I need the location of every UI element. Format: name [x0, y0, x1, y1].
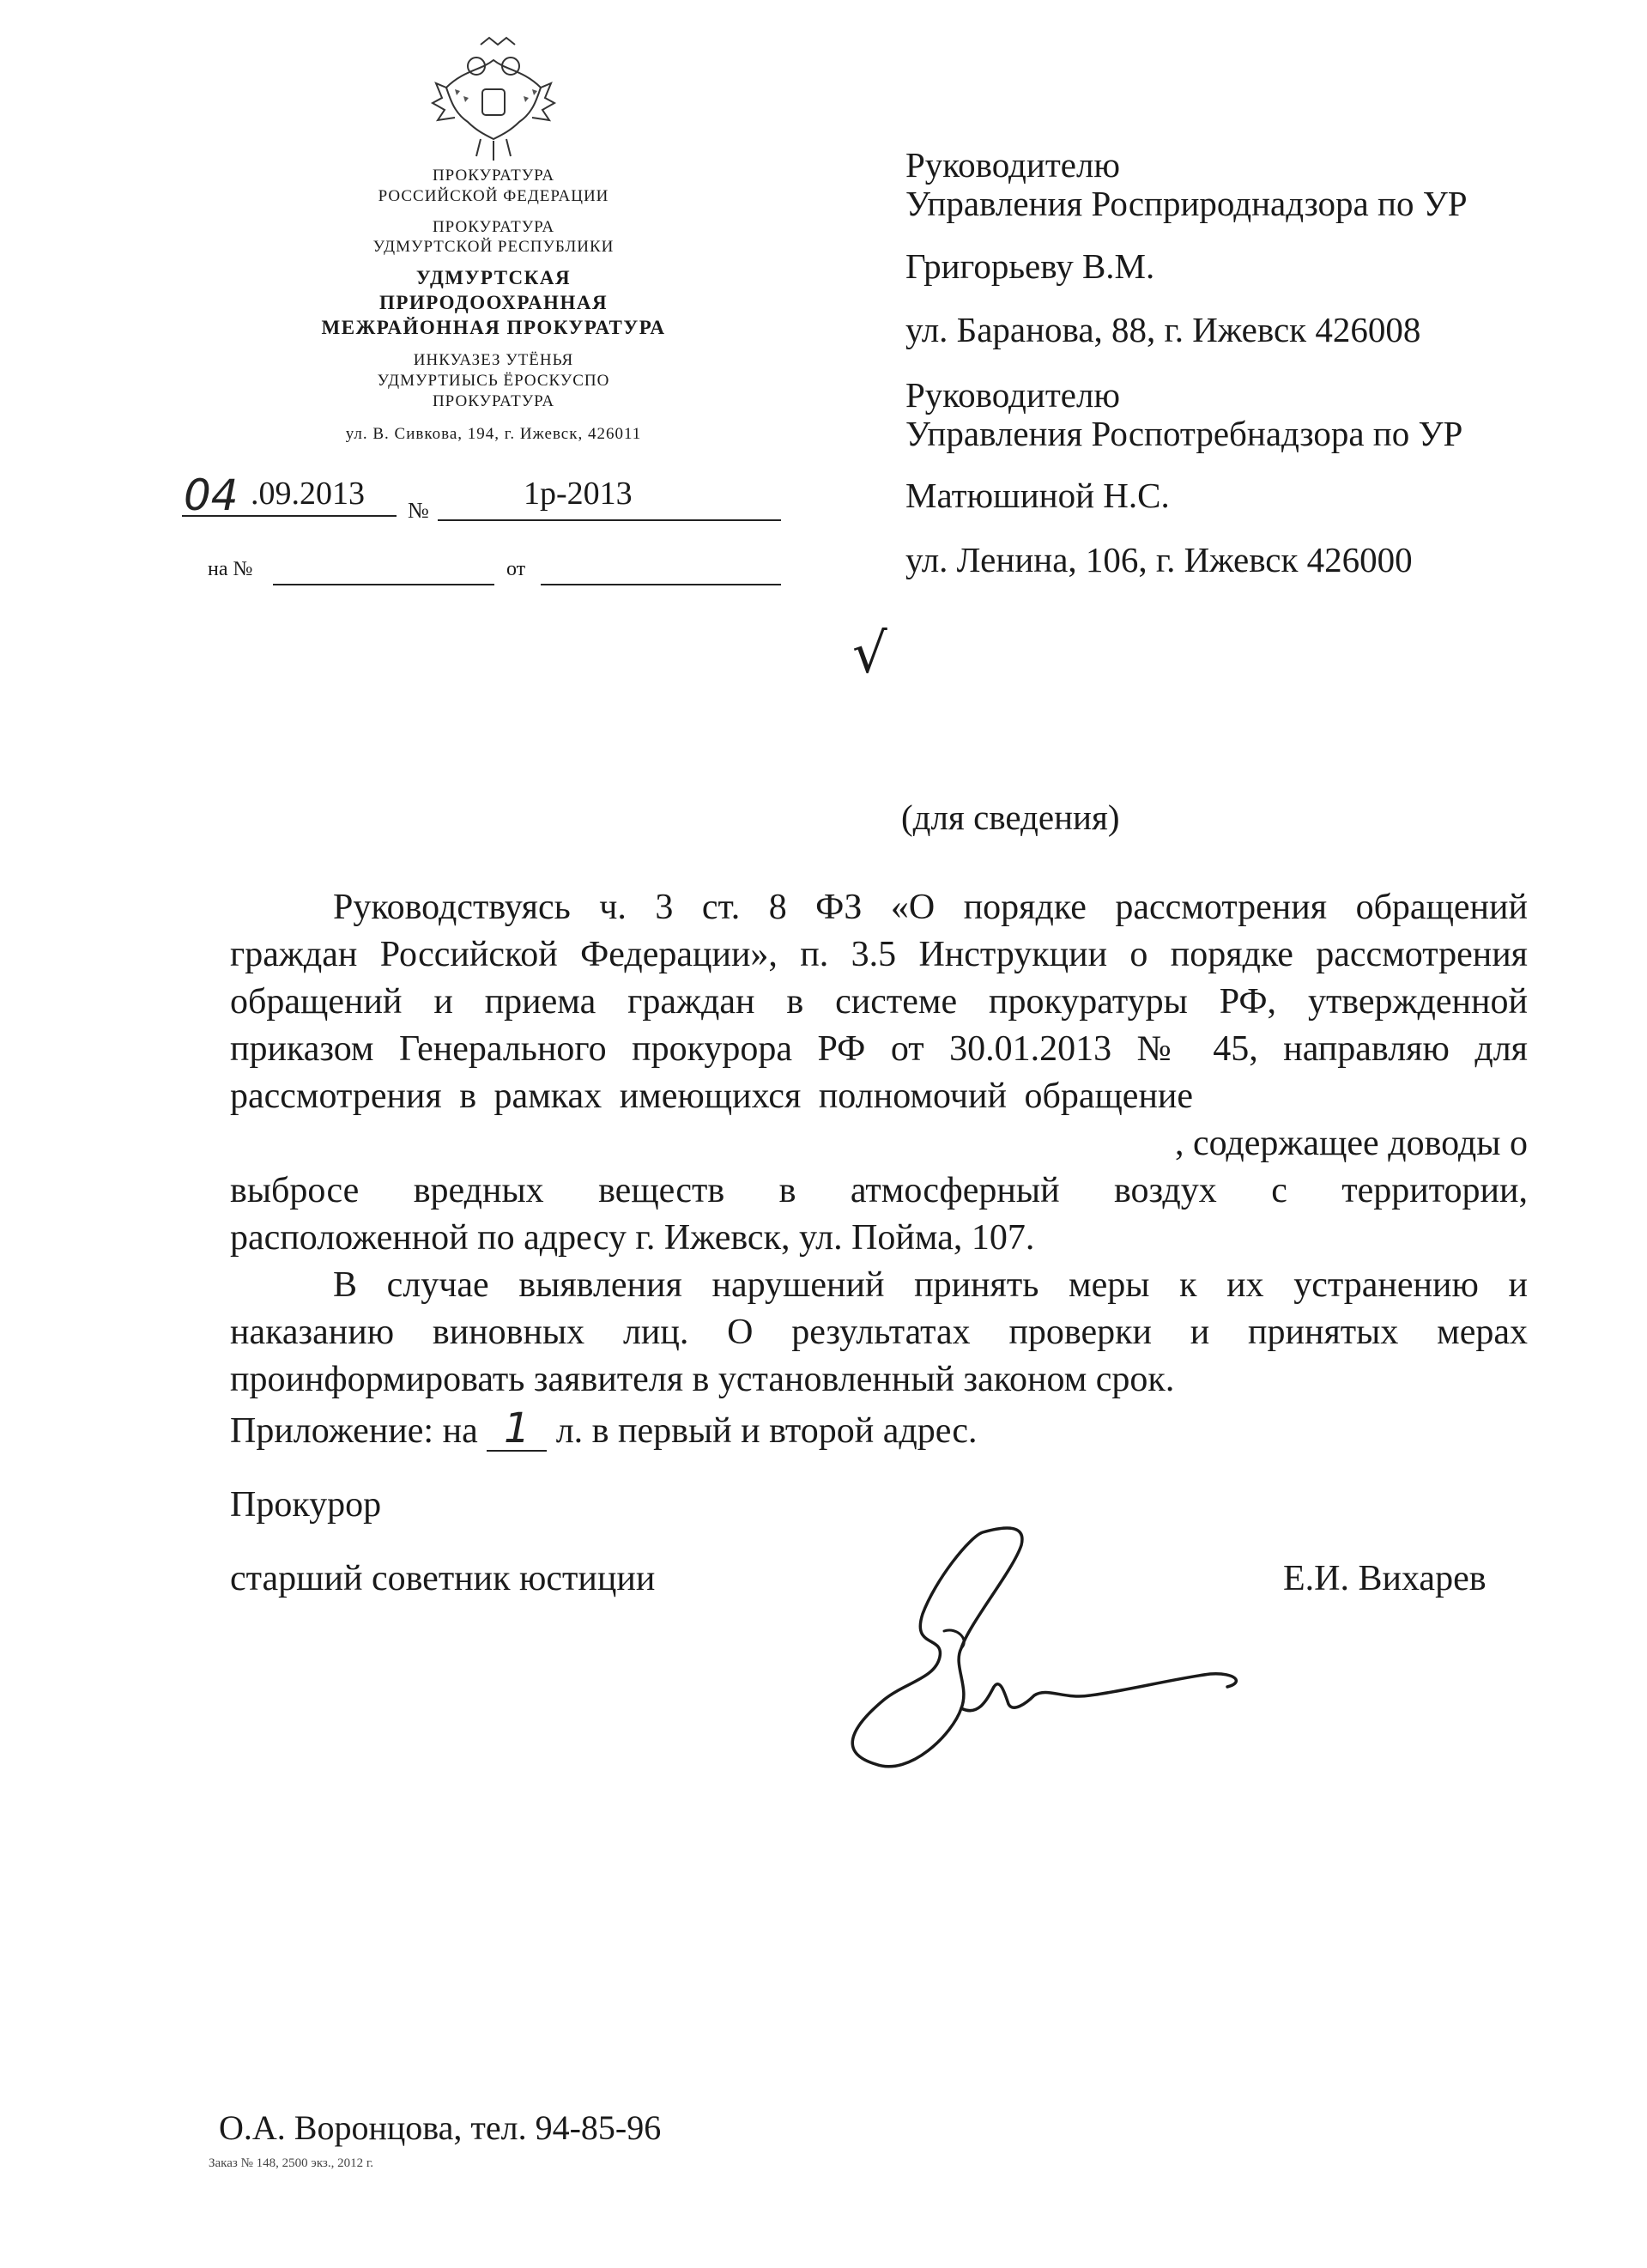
sender-stamp — [206, 166, 781, 444]
body-line: проинформировать заявителя в установленный законом срок. — [230, 1360, 1175, 1399]
attachment-count — [487, 1404, 547, 1452]
stamp-line: ИНКУАЗЕЗ УТЁНЬЯ — [413, 351, 574, 370]
print-info: Заказ № 148, 2500 экз., 2012 г. — [209, 2156, 374, 2170]
stamp-line: ПРОКУРАТУРА — [432, 167, 555, 185]
ref-from-line — [541, 584, 781, 585]
number-value: 1р-2013 — [524, 476, 633, 512]
stamp-line: УДМУРТИЫСЬ ЁРОСКУСПО — [377, 372, 610, 390]
stamp-line: УДМУРТСКОЙ РЕСПУБЛИКИ — [372, 238, 615, 257]
stamp-line: ПРОКУРАТУРА — [432, 391, 555, 410]
for-info-note: (для сведения) — [901, 797, 1120, 837]
check-mark: √ — [852, 622, 887, 686]
recipient-1-address: ул. Баранова, 88, г. Ижевск 426008 — [905, 310, 1421, 349]
recipient-1-title — [905, 146, 1468, 223]
body-line: обращений и приема граждан в системе прокуратуры РФ, утвержденной — [230, 982, 1528, 1022]
coat-of-arms-emblem — [429, 36, 558, 165]
stamp-line: РОССИЙСКОЙ ФЕДЕРАЦИИ — [378, 186, 609, 205]
attachment-count-value: 1 — [503, 1404, 530, 1452]
recipient-title-line: Управления Роспотребнадзора по УР — [905, 414, 1463, 454]
recipient-title-line: Управления Росприроднадзора по УР — [905, 184, 1468, 224]
signer-rank: старший советник юстиции — [230, 1559, 656, 1598]
stamp-line-bold: ПРИРОДООХРАННАЯ — [378, 291, 609, 313]
body-line: , содержащее доводы о — [1174, 1124, 1528, 1163]
body-line: Руководствуясь ч. 3 ст. 8 ФЗ «О порядке рассмотрения обращений — [333, 888, 1528, 927]
body-line: расположенной по адресу г. Ижевск, ул. Пойма, 107. — [230, 1218, 1035, 1258]
stamp-address: ул. В. Сивкова, 194, г. Ижевск, 426011 — [345, 424, 642, 443]
stamp-line-bold: УДМУРТСКАЯ — [415, 267, 572, 288]
attachment-line — [230, 1404, 978, 1455]
recipient-title-line: Руководителю — [905, 375, 1121, 415]
date-line — [182, 515, 397, 517]
date-day-handwritten: 04 — [184, 470, 239, 520]
ref-number-label: на № — [208, 558, 253, 580]
recipient-title-line: Руководителю — [905, 145, 1121, 185]
attachment-prefix: Приложение: на — [230, 1411, 478, 1451]
body-line: граждан Российской Федерации», п. 3.5 Инструкции о порядке рассмотрения — [230, 935, 1528, 974]
date-text: .09.2013 — [251, 476, 365, 512]
number-line — [438, 519, 781, 521]
handwritten-signature — [841, 1519, 1287, 1803]
signer-name: Е.И. Вихарев — [1283, 1559, 1487, 1598]
attachment-suffix: л. в первый и второй адрес. — [555, 1411, 978, 1451]
stamp-line-bold: МЕЖРАЙОННАЯ ПРОКУРАТУРА — [321, 316, 666, 338]
body-line: выбросе вредных веществ в атмосферный воздух с территории, — [230, 1171, 1528, 1210]
recipient-2-title — [905, 376, 1462, 453]
executor-contact: О.А. Воронцова, тел. 94-85-96 — [219, 2108, 662, 2147]
body-line: В случае выявления нарушений принять меры к их устранению и — [333, 1265, 1528, 1305]
recipient-2-name: Матюшиной Н.С. — [905, 476, 1170, 515]
body-line: рассмотрения в рамках имеющихся полномочий обращение — [230, 1076, 1194, 1116]
letter-body — [230, 884, 1528, 1404]
signer-title: Прокурор — [230, 1485, 382, 1525]
ref-number-line — [273, 584, 494, 585]
body-line: приказом Генерального прокурора РФ от 30.01.2013 № 45, направляю для — [230, 1029, 1528, 1069]
number-label: № — [408, 498, 429, 523]
ref-from-label: от — [506, 558, 526, 580]
recipient-1-name: Григорьеву В.М. — [905, 246, 1155, 286]
recipient-2-address: ул. Ленина, 106, г. Ижевск 426000 — [905, 540, 1413, 579]
stamp-line: ПРОКУРАТУРА — [432, 217, 555, 236]
body-line: наказанию виновных лиц. О результатах проверки и принятых мерах — [230, 1313, 1528, 1352]
